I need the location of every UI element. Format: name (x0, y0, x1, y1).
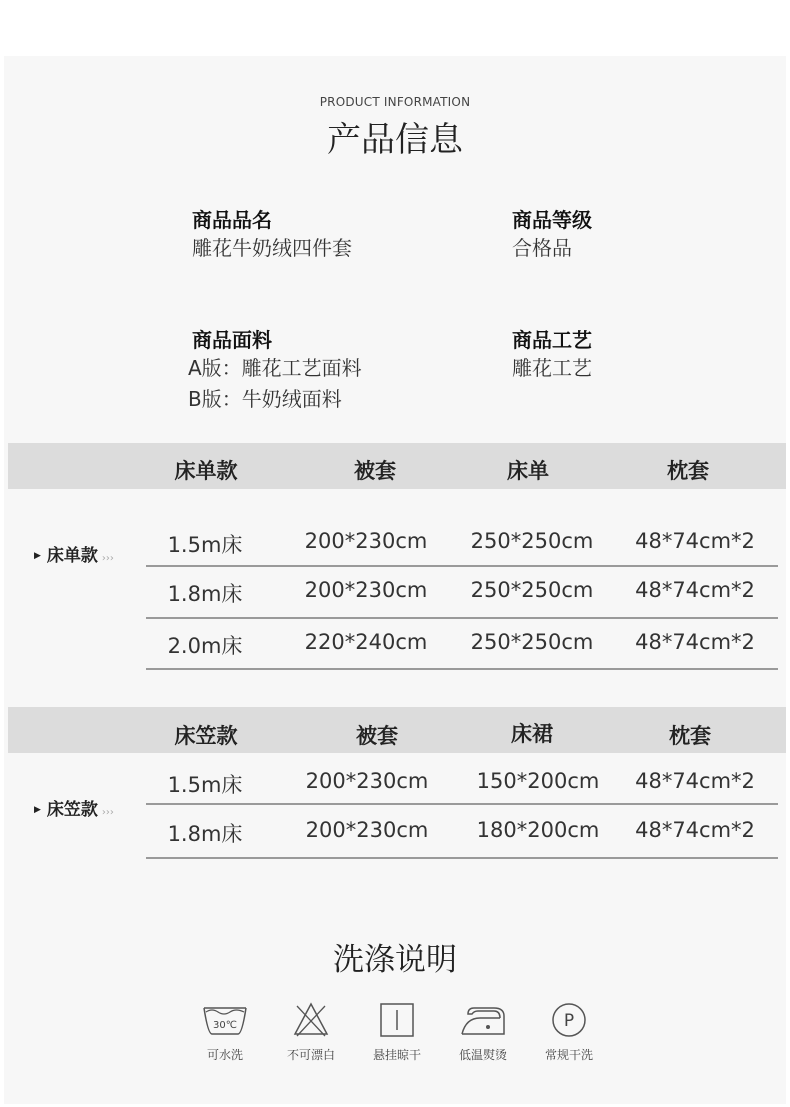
sheet-header-pillowcase: 枕套 (667, 459, 709, 483)
wash-item (352, 998, 442, 1063)
grade-value: 合格品 (512, 236, 572, 260)
row-bed-size: 1.8m床 (167, 582, 243, 606)
sheet-header-duvet: 被套 (354, 459, 396, 483)
row-pillowcase: 48*74cm*2 (635, 529, 755, 553)
sheet-header-style: 床单款 (174, 459, 238, 483)
low-iron-icon (438, 998, 528, 1042)
hand-wash-30-icon (180, 998, 270, 1042)
row-duvet: 200*230cm (304, 529, 428, 553)
sheet-side-text: 床单款 (46, 546, 98, 566)
chevrons-icon: ››› (101, 553, 114, 564)
wash-caption: 悬挂晾干 (372, 1048, 421, 1062)
wash-caption: 常规干洗 (544, 1048, 593, 1062)
craft-label: 商品工艺 (512, 328, 592, 352)
fabric-label: 商品面料 (192, 328, 272, 352)
chevrons-icon: ››› (101, 807, 114, 818)
sheet-header-sheet: 床单 (507, 459, 549, 483)
row-divider (146, 617, 778, 619)
fitted-header-bedskirt: 床裙 (511, 722, 553, 746)
wash-caption: 低温熨烫 (458, 1048, 507, 1062)
dry-clean-letter: P (563, 1011, 575, 1031)
row-sheet: 250*250cm (470, 578, 594, 602)
craft-value: 雕花工艺 (512, 356, 592, 380)
wash-item (524, 998, 614, 1063)
grade-label: 商品等级 (512, 208, 592, 232)
row-divider (146, 565, 778, 567)
row-bedskirt: 150*200cm (476, 769, 600, 793)
row-divider (146, 857, 778, 859)
row-divider (146, 668, 778, 670)
row-duvet: 200*230cm (304, 578, 428, 602)
row-bed-size: 1.5m床 (167, 773, 243, 797)
row-sheet: 250*250cm (470, 630, 594, 654)
row-duvet: 220*240cm (304, 630, 428, 654)
row-pillowcase: 48*74cm*2 (635, 630, 755, 654)
fitted-header-style: 床笠款 (174, 724, 238, 748)
washing-title: 洗涤说明 (333, 942, 457, 978)
wash-caption: 可水洗 (206, 1048, 243, 1062)
triangle-marker-icon: ▶ (34, 805, 41, 815)
row-pillowcase: 48*74cm*2 (635, 769, 755, 793)
row-bedskirt: 180*200cm (476, 818, 600, 842)
wash-item (266, 998, 356, 1063)
row-sheet: 250*250cm (470, 529, 594, 553)
section-kicker: PRODUCT INFORMATION (319, 95, 471, 109)
product-name-value: 雕花牛奶绒四件套 (192, 236, 352, 260)
row-bed-size: 1.8m床 (167, 822, 243, 846)
row-bed-size: 1.5m床 (167, 533, 243, 557)
sheet-side-label (34, 541, 114, 566)
triangle-marker-icon: ▶ (34, 551, 41, 561)
fitted-side-text: 床笠款 (46, 800, 98, 820)
fitted-side-label (34, 795, 114, 820)
row-pillowcase: 48*74cm*2 (635, 578, 755, 602)
wash-temp-text: 30℃ (213, 1020, 237, 1031)
wash-item (438, 998, 528, 1063)
fitted-header-pillowcase: 枕套 (669, 724, 711, 748)
fabric-line-b: B版：牛奶绒面料 (188, 387, 342, 411)
page-title: 产品信息 (327, 120, 463, 160)
row-pillowcase: 48*74cm*2 (635, 818, 755, 842)
dry-clean-icon (524, 998, 614, 1042)
row-duvet: 200*230cm (305, 769, 429, 793)
product-name-label: 商品品名 (192, 208, 272, 232)
hang-dry-icon (352, 998, 442, 1042)
wash-caption: 不可漂白 (286, 1048, 335, 1062)
row-bed-size: 2.0m床 (167, 634, 243, 658)
fitted-header-duvet: 被套 (356, 724, 398, 748)
row-duvet: 200*230cm (305, 818, 429, 842)
fabric-line-a: A版：雕花工艺面料 (188, 356, 362, 380)
row-divider (146, 803, 778, 805)
wash-item (180, 998, 270, 1063)
no-bleach-icon (266, 998, 356, 1042)
